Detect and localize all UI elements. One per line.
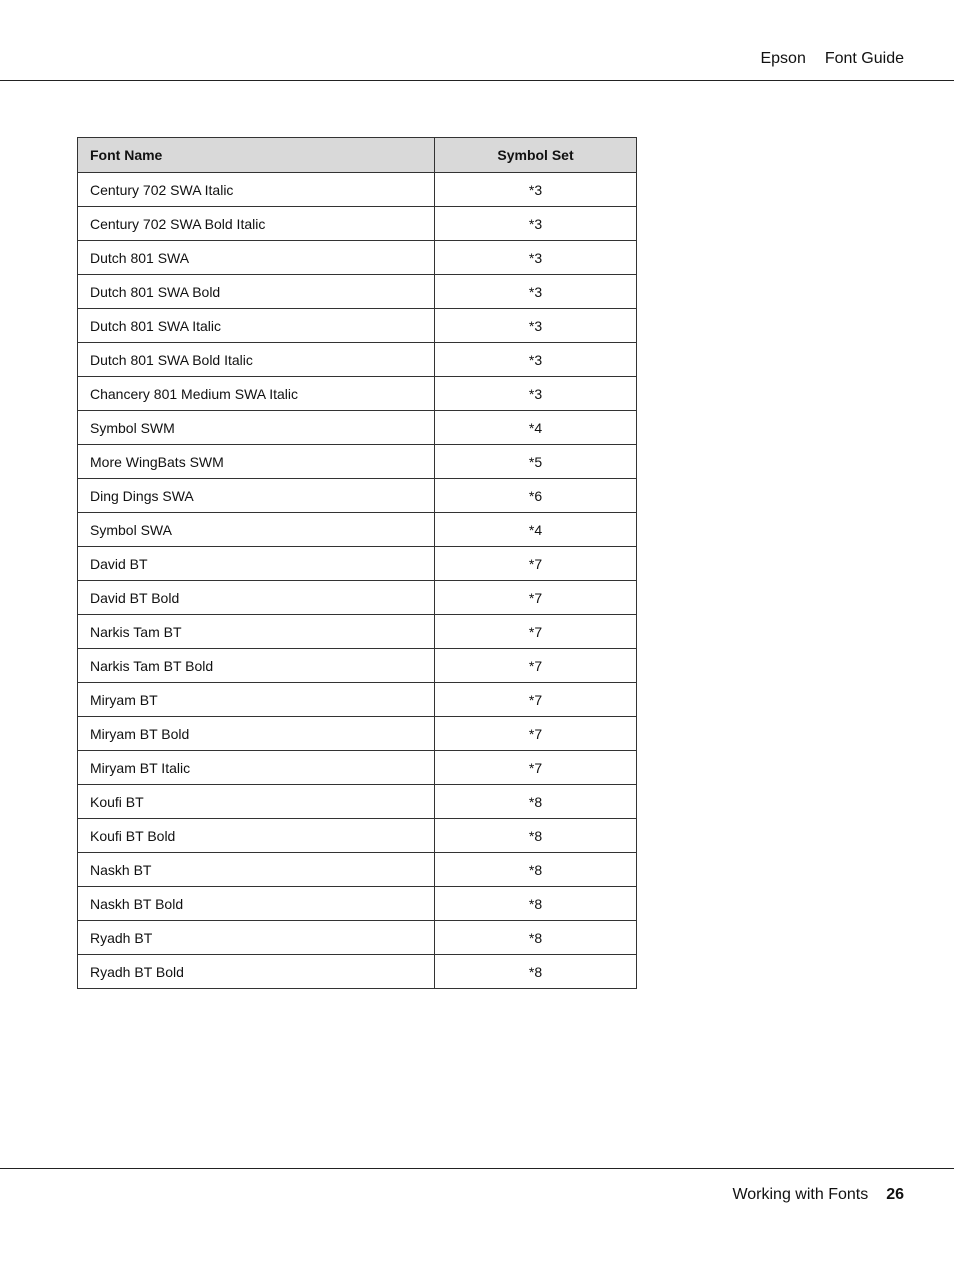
table-row (78, 717, 637, 751)
symbol-set-cell: *7 (435, 683, 637, 717)
table-row (78, 343, 637, 377)
table-row (78, 547, 637, 581)
symbol-set-cell: *3 (435, 173, 637, 207)
table-row (78, 785, 637, 819)
font-name-cell: Miryam BT Bold (78, 717, 435, 751)
table-row (78, 955, 637, 989)
font-name-cell: Symbol SWM (78, 411, 435, 445)
symbol-set-cell: *8 (435, 819, 637, 853)
font-name-cell: Koufi BT Bold (78, 819, 435, 853)
font-name-cell: Narkis Tam BT (78, 615, 435, 649)
font-name-cell: David BT (78, 547, 435, 581)
table-row (78, 581, 637, 615)
symbol-set-cell: *3 (435, 309, 637, 343)
column-header-font-name: Font Name (78, 138, 435, 173)
symbol-set-cell: *3 (435, 241, 637, 275)
font-name-cell: Dutch 801 SWA Bold Italic (78, 343, 435, 377)
symbol-set-cell: *3 (435, 275, 637, 309)
symbol-set-cell: *7 (435, 717, 637, 751)
symbol-set-cell: *7 (435, 547, 637, 581)
table-header-row (78, 138, 637, 173)
font-name-cell: Ryadh BT Bold (78, 955, 435, 989)
table-row (78, 649, 637, 683)
table-row (78, 615, 637, 649)
symbol-set-cell: *8 (435, 955, 637, 989)
font-name-cell: Symbol SWA (78, 513, 435, 547)
font-name-cell: Naskh BT Bold (78, 887, 435, 921)
table-row (78, 411, 637, 445)
page-header (760, 50, 904, 68)
column-header-symbol-set: Symbol Set (435, 138, 637, 173)
symbol-set-cell: *3 (435, 343, 637, 377)
symbol-set-cell: *6 (435, 479, 637, 513)
symbol-set-cell: *8 (435, 785, 637, 819)
symbol-set-cell: *3 (435, 207, 637, 241)
font-name-cell: More WingBats SWM (78, 445, 435, 479)
table-row (78, 751, 637, 785)
font-name-cell: Chancery 801 Medium SWA Italic (78, 377, 435, 411)
font-name-cell: Dutch 801 SWA (78, 241, 435, 275)
symbol-set-cell: *7 (435, 649, 637, 683)
table-row (78, 309, 637, 343)
symbol-set-cell: *4 (435, 411, 637, 445)
symbol-set-cell: *7 (435, 615, 637, 649)
footer-section: Working with Fonts (732, 1186, 869, 1203)
table-row (78, 173, 637, 207)
table-row (78, 921, 637, 955)
symbol-set-cell: *7 (435, 751, 637, 785)
table-row (78, 275, 637, 309)
font-name-cell: Dutch 801 SWA Italic (78, 309, 435, 343)
table-row (78, 377, 637, 411)
font-name-cell: Koufi BT (78, 785, 435, 819)
table-row (78, 513, 637, 547)
table-row (78, 241, 637, 275)
symbol-set-cell: *3 (435, 377, 637, 411)
symbol-set-cell: *8 (435, 853, 637, 887)
font-name-cell: Narkis Tam BT Bold (78, 649, 435, 683)
font-name-cell: Miryam BT Italic (78, 751, 435, 785)
font-symbol-set-table (77, 137, 637, 989)
symbol-set-cell: *5 (435, 445, 637, 479)
table-row (78, 445, 637, 479)
font-name-cell: David BT Bold (78, 581, 435, 615)
page-number: 26 (886, 1186, 904, 1203)
table-row (78, 207, 637, 241)
font-name-cell: Century 702 SWA Bold Italic (78, 207, 435, 241)
font-name-cell: Dutch 801 SWA Bold (78, 275, 435, 309)
font-name-cell: Naskh BT (78, 853, 435, 887)
font-name-cell: Ding Dings SWA (78, 479, 435, 513)
header-brand: Epson (760, 50, 806, 67)
page-footer (732, 1186, 904, 1204)
symbol-set-cell: *8 (435, 921, 637, 955)
symbol-set-cell: *8 (435, 887, 637, 921)
table-row (78, 479, 637, 513)
symbol-set-cell: *7 (435, 581, 637, 615)
font-name-cell: Century 702 SWA Italic (78, 173, 435, 207)
header-title: Font Guide (824, 50, 904, 67)
table-row (78, 887, 637, 921)
table-row (78, 853, 637, 887)
header-divider (0, 80, 954, 81)
font-name-cell: Miryam BT (78, 683, 435, 717)
footer-divider (0, 1168, 954, 1169)
table-row (78, 819, 637, 853)
symbol-set-cell: *4 (435, 513, 637, 547)
font-name-cell: Ryadh BT (78, 921, 435, 955)
table-row (78, 683, 637, 717)
